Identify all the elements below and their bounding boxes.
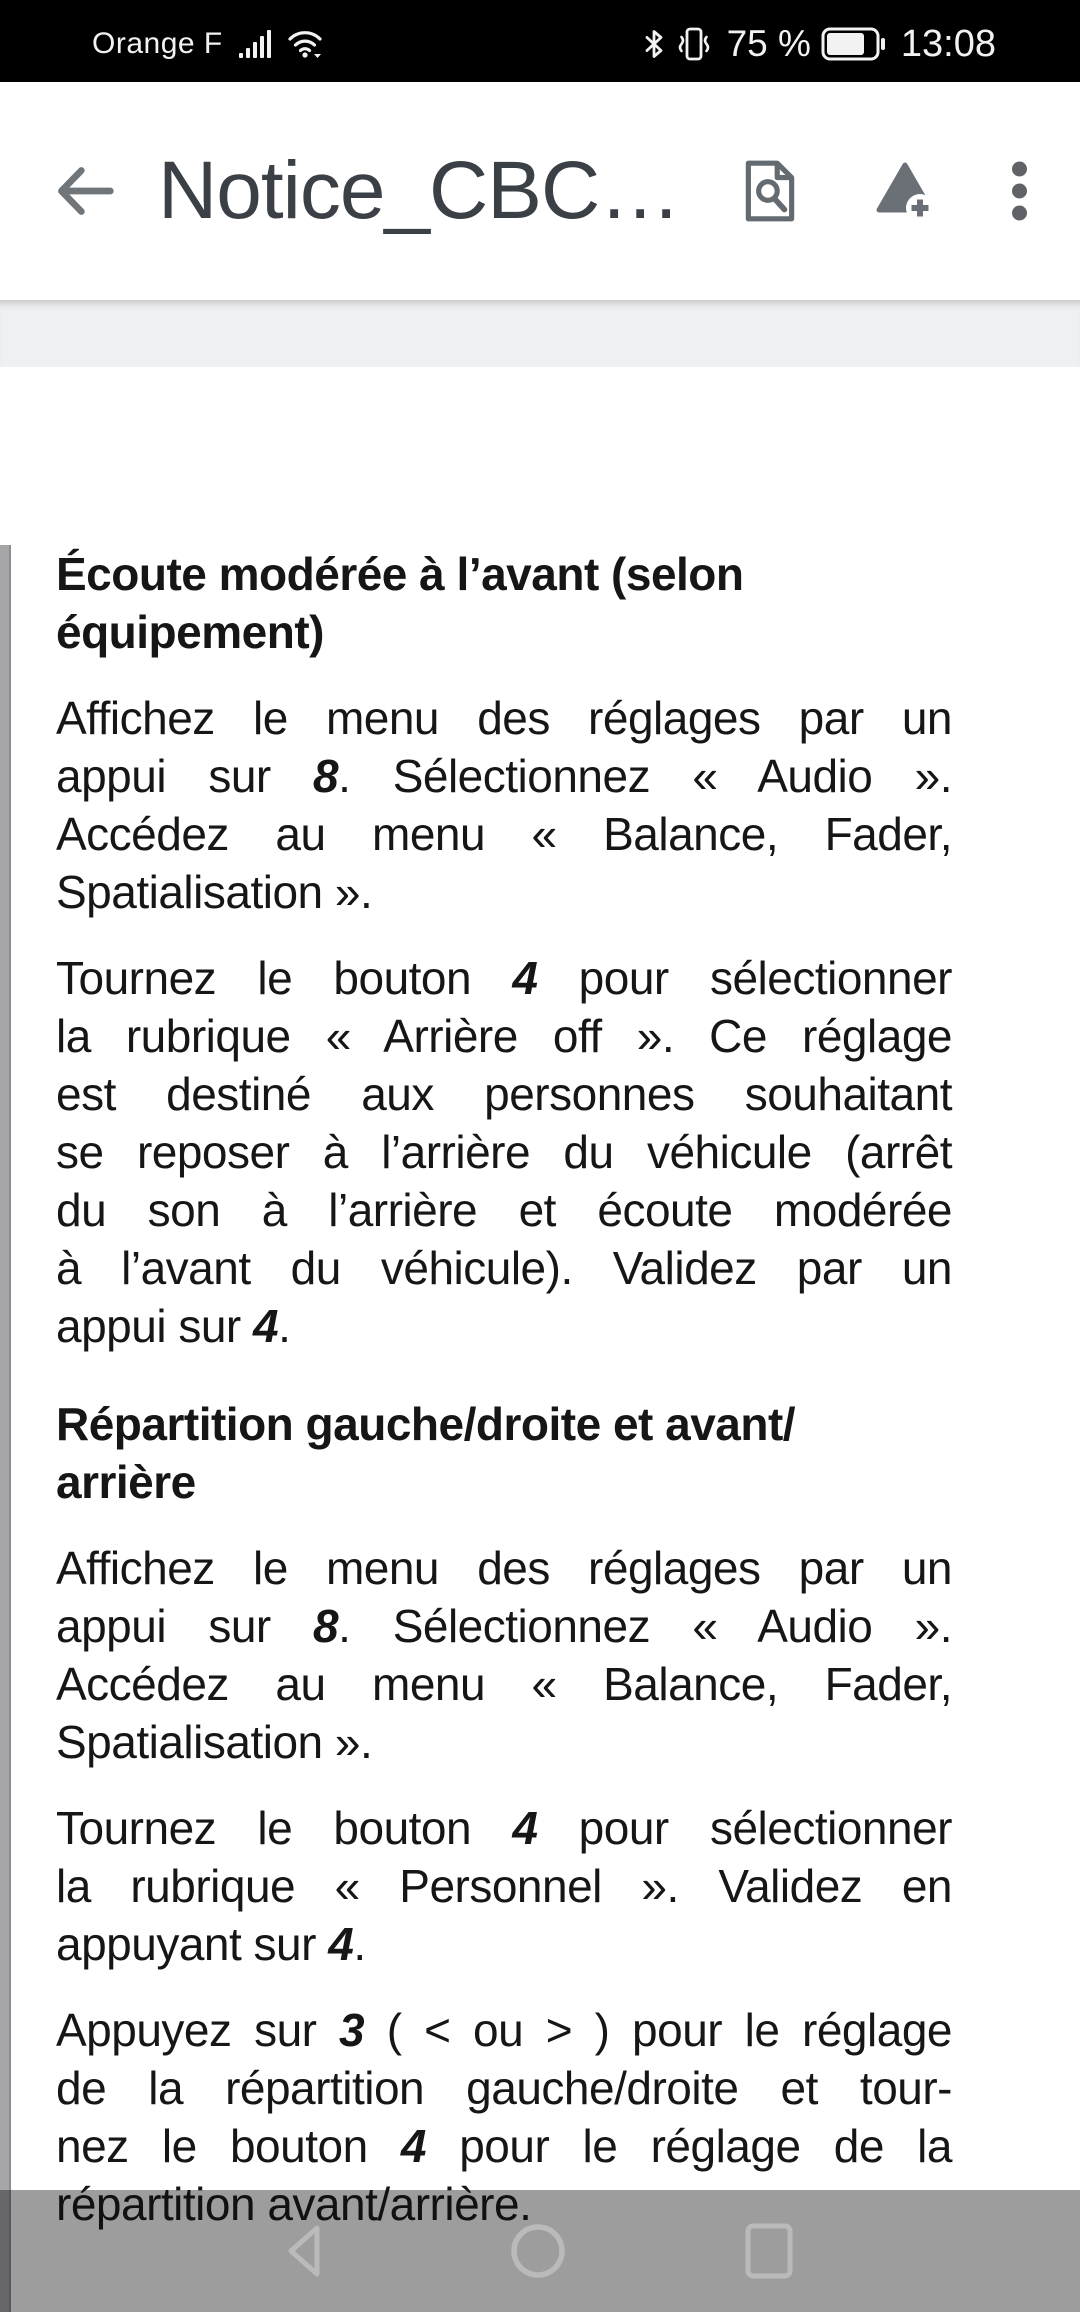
paragraph xyxy=(56,1799,952,1973)
nav-back-button[interactable] xyxy=(277,2221,337,2281)
status-bar xyxy=(0,0,1080,82)
header-actions xyxy=(741,158,1028,224)
heading-line: arrière xyxy=(56,1456,196,1508)
callout-number: 4 xyxy=(400,2120,426,2172)
text-line: Accédez au menu « Balance, Fader, xyxy=(56,808,952,860)
text-line: appui sur 8. Sélectionnez « Audio ». xyxy=(56,750,953,802)
chapter-edge-bar xyxy=(0,545,11,2312)
nav-recents-button[interactable] xyxy=(739,2221,799,2281)
text-line: Affichez le menu des réglages par un xyxy=(56,692,952,744)
signal-strength-icon xyxy=(239,30,271,58)
bluetooth-icon xyxy=(643,28,665,60)
text-line: Appuyez sur 3 ( < ou > ) pour le réglage xyxy=(56,2004,952,2056)
text-line: à l’avant du véhicule). Validez par un xyxy=(56,1242,952,1294)
paragraph xyxy=(56,689,952,921)
text-line: Accédez au menu « Balance, Fader, xyxy=(56,1658,952,1710)
add-to-drive-button[interactable] xyxy=(873,160,937,222)
text-line: du son à l’arrière et écoute modérée xyxy=(56,1184,952,1236)
back-button[interactable] xyxy=(56,162,114,220)
heading-line: équipement) xyxy=(56,606,324,658)
drive-add-icon xyxy=(873,160,937,222)
battery-percent-label: 75 % xyxy=(726,23,811,64)
clock-label: 13:08 xyxy=(900,22,996,65)
find-in-page-icon xyxy=(741,158,799,224)
callout-number: 4 xyxy=(328,1918,354,1970)
text-line: Spatialisation ». xyxy=(56,1716,373,1768)
battery-icon xyxy=(821,27,885,61)
navigation-bar xyxy=(0,2190,1080,2312)
status-right-cluster xyxy=(643,23,996,66)
app-header xyxy=(0,82,1080,300)
text-line: est destiné aux personnes souhaitant xyxy=(56,1068,952,1120)
text-line: de la répartition gauche/droite et tour- xyxy=(56,2062,952,2114)
callout-number: 4 xyxy=(512,952,538,1004)
paragraph xyxy=(56,1539,952,1771)
text-line: Spatialisation ». xyxy=(56,866,373,918)
text-line: répartition avant/arrière. xyxy=(56,2178,532,2230)
find-in-document-button[interactable] xyxy=(741,158,799,224)
wifi-icon xyxy=(287,29,323,59)
text-line: la rubrique « Arrière off ». Ce réglage xyxy=(56,1010,952,1062)
heading-line: Écoute modérée à l’avant (selon xyxy=(56,548,744,600)
text-line: se reposer à l’arrière du véhicule (arrêt xyxy=(56,1126,952,1178)
text-line: la rubrique « Personnel ». Validez en xyxy=(56,1860,952,1912)
paragraph xyxy=(56,949,952,1355)
callout-number: 4 xyxy=(512,1802,538,1854)
pdf-page[interactable] xyxy=(0,367,1080,2312)
overflow-menu-icon xyxy=(1011,160,1028,222)
heading-line: Répartition gauche/droite et avant/ xyxy=(56,1398,796,1450)
section-heading xyxy=(56,1395,952,1511)
text-line: nez le bouton 4 pour le réglage de la xyxy=(56,2120,952,2172)
carrier-label: Orange F xyxy=(92,27,223,60)
text-line: Tournez le bouton 4 pour sélectionner xyxy=(56,1802,952,1854)
page-content xyxy=(56,545,952,2261)
text-line: appui sur 4. xyxy=(56,1300,291,1352)
vibrate-icon xyxy=(675,27,713,61)
nav-recents-icon xyxy=(739,2221,799,2281)
nav-back-icon xyxy=(277,2221,337,2281)
back-arrow-icon xyxy=(56,162,114,220)
callout-number: 4 xyxy=(253,1300,279,1352)
nav-home-icon xyxy=(508,2221,568,2281)
text-line: appui sur 8. Sélectionnez « Audio ». xyxy=(56,1600,953,1652)
page-gap xyxy=(0,300,1080,367)
section-heading xyxy=(56,545,952,661)
status-left-cluster xyxy=(92,27,323,61)
text-line: Tournez le bouton 4 pour sélectionner xyxy=(56,952,952,1004)
nav-home-button[interactable] xyxy=(508,2221,568,2281)
callout-number: 8 xyxy=(313,750,339,802)
text-line: appuyant sur 4. xyxy=(56,1918,366,1970)
callout-number: 8 xyxy=(313,1600,339,1652)
text-line: Affichez le menu des réglages par un xyxy=(56,1542,952,1594)
callout-number: 3 xyxy=(339,2004,365,2056)
document-title: Notice_CBC… xyxy=(158,145,681,236)
overflow-menu-button[interactable] xyxy=(1011,160,1028,222)
